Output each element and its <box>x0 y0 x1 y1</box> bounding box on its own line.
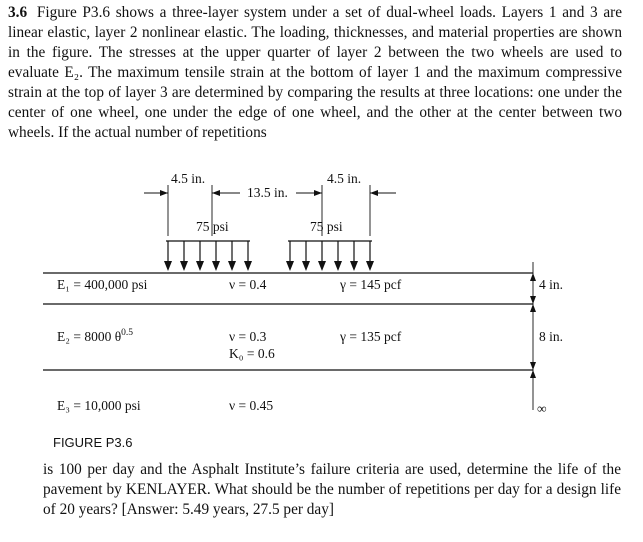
right-pressure-label: 75 psi <box>310 219 343 234</box>
layer1-modulus: E₁ = 400,000 psi <box>57 277 148 292</box>
problem-text-part1: Figure P3.6 shows a three-layer system under a set of dual-wheel loads. Layers 1 and 3 are linear elastic, layer 2 nonlinear elastic. The loading, thicknesses, and material properties are shown in the figure. The stresses at the upper quarter of layer 2 between the two wheels are used to evaluate E₂. The maximum tensile strain at the bottom of layer 1 and the maximum compressive strain at the top of layer 3 are determined by comparing the results at three locations: one under the center of one wheel, one under the edge of one wheel, and the other at the center between two wheels. If the actual number of repetitions <box>8 4 623 141</box>
layer1-poisson: ν = 0.4 <box>229 277 267 292</box>
layer2-k0: K₀ = 0.6 <box>229 346 275 361</box>
problem-statement-continued <box>43 460 621 520</box>
layer3-modulus: E₃ = 10,000 psi <box>57 398 141 413</box>
layer2-thickness: 8 in. <box>539 329 564 344</box>
left-pressure-label: 75 psi <box>196 219 229 234</box>
right-tire-width-label: 4.5 in. <box>327 171 362 186</box>
layer2-unit-weight: γ = 135 pcf <box>340 329 402 344</box>
layer1-thickness: 4 in. <box>539 277 564 292</box>
wheel-spacing-label: 13.5 in. <box>247 185 288 200</box>
layer2-poisson: ν = 0.3 <box>229 329 267 344</box>
layer1-unit-weight: γ = 145 pcf <box>340 277 402 292</box>
problem-number: 3.6 <box>8 4 28 21</box>
layer3-thickness: ∞ <box>537 401 547 416</box>
figure-caption: FIGURE P3.6 <box>53 435 133 450</box>
problem-text-part2: is 100 per day and the Asphalt Institute’s failure criteria are used, determine the life of the pavement by KENLAYER. What should be the number of repetitions per day for a design life of 20 years? [Answer: 5.49 years, 27.5 per day] <box>43 461 621 518</box>
layer2-modulus: E₂ = 8000 $\theta^{0.5}$ <box>57 328 134 344</box>
layer3-poisson: ν = 0.45 <box>229 398 274 413</box>
right-wheel-load <box>286 241 374 271</box>
layer2-modulus-exponent: 0.5 <box>121 328 134 338</box>
left-tire-width-label: 4.5 in. <box>171 171 206 186</box>
left-wheel-load <box>164 241 252 271</box>
